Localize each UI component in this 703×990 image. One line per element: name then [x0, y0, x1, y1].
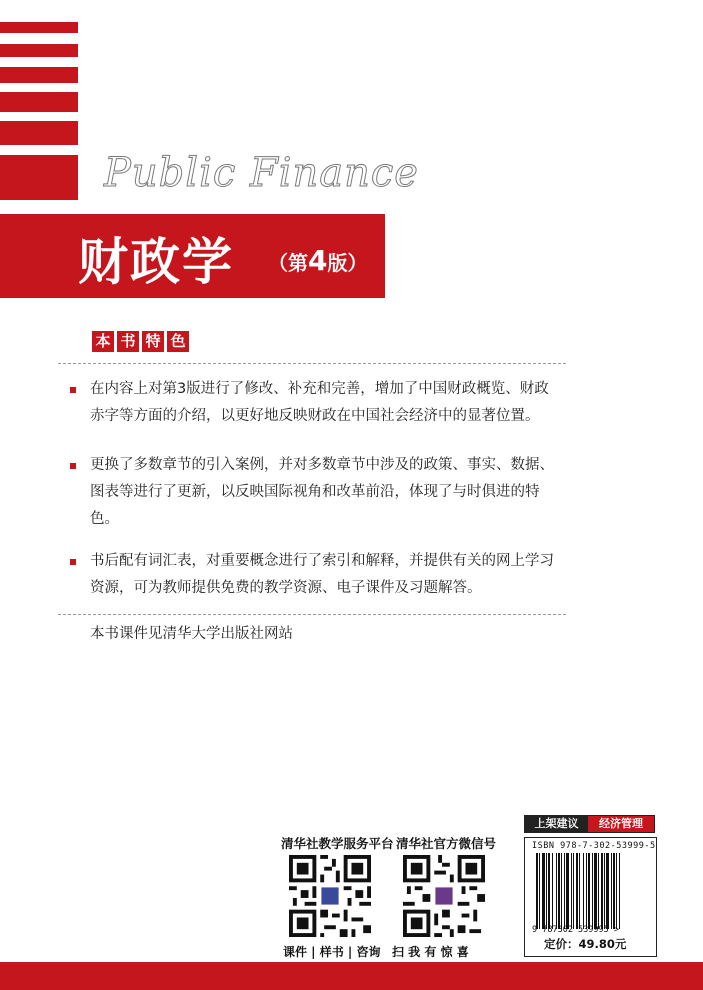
shelf-label: 上架建议 [525, 816, 588, 832]
qr-subtitle-1: 课件 | 样书 | 咨询 [283, 945, 381, 959]
features-label-char: 特 [142, 331, 164, 352]
english-title: Public Finance [104, 150, 419, 196]
barcode-icon [536, 853, 646, 929]
qr-code-icon [403, 855, 485, 937]
shelf-value: 经济管理 [588, 816, 654, 832]
bullet-icon [70, 559, 76, 565]
decor-stripe-3 [0, 67, 78, 83]
edition-number: 4 [308, 244, 328, 277]
edition-label [268, 244, 367, 277]
book-title: 财政学 [78, 233, 234, 291]
feature-item-2: 更换了多数章节的引入案例，并对多数章节中涉及的政策、事实、数据、图表等进行了更新，以反映国际视角和改革前沿，体现了与时俱进的特色。 [90, 457, 554, 527]
website-note: 本书课件见清华大学出版社网站 [90, 626, 293, 642]
features-label [92, 331, 189, 352]
price: 定价：49.80元 [544, 937, 627, 951]
decor-stripe-1 [0, 22, 78, 33]
barcode-number: 9 787302 539995 > [532, 925, 619, 935]
qr-caption-2: 清华社官方微信号 [396, 836, 497, 851]
bullet-icon [70, 463, 76, 469]
edition-open: （第 [268, 251, 308, 275]
edition-close: 版） [327, 251, 368, 275]
decor-stripe-4 [0, 92, 78, 112]
isbn-label: ISBN 978-7-302-53999-5 [532, 841, 656, 851]
qr-subtitle-2: 扫 我 有 惊 喜 [392, 945, 469, 959]
qr-caption-1: 清华社教学服务平台 [281, 836, 394, 851]
divider-bottom [58, 614, 566, 615]
feature-item-1: 在内容上对第3版进行了修改、补充和完善，增加了中国财政概览、财政赤字等方面的介绍，以更好地反映财政在中国社会经济中的显著位置。 [90, 381, 549, 424]
shelf-category [524, 815, 655, 833]
feature-item-3: 书后配有词汇表，对重要概念进行了索引和解释，并提供有关的网上学习资源，可为教师提供免费的教学资源、电子课件及习题解答。 [90, 553, 554, 596]
divider-top [58, 363, 566, 364]
features-label-char: 色 [167, 331, 189, 352]
features-label-char: 本 [92, 331, 114, 352]
features-label-char: 书 [117, 331, 139, 352]
decor-stripe-6 [0, 155, 78, 200]
decor-stripe-5 [0, 121, 78, 145]
decor-stripe-2 [0, 44, 78, 57]
bottom-bar [0, 962, 703, 990]
bullet-icon [70, 387, 76, 393]
qr-code-icon [289, 855, 371, 937]
